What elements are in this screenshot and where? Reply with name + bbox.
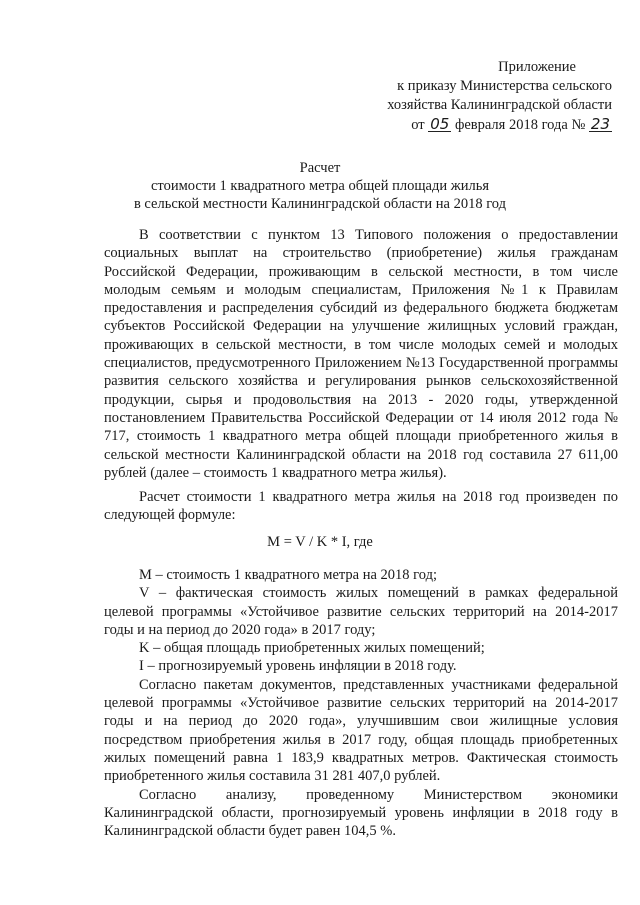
- appendix-date-line: [360, 115, 612, 135]
- title-line-3: в сельской местности Калининградской области на 2018 год: [133, 196, 507, 212]
- body-block-1: [104, 226, 618, 525]
- date-prefix: от: [411, 117, 425, 133]
- handwritten-order-number: 23: [590, 115, 610, 133]
- body-block-2: [104, 566, 618, 840]
- paragraph-2: Расчет стоимости 1 квадратного метра жилья на 2018 год произведен по следующей формуле:: [104, 489, 618, 524]
- definition-v: V – фактическая стоимость жилых помещений в рамках федеральной целевой программы «Устойчивое развитие сельских территорий на 2014-2017 годы и на период до 2020 года» в 2017 году;: [104, 585, 618, 638]
- date-rest: февраля 2018 года №: [454, 117, 586, 133]
- paragraph-3: Согласно пакетам документов, представленных участниками федеральной целевой программы «Устойчивое развитие сельских территорий на 2014-2017 годы и на период до 2020 года», улучшившим свои жилищные условия посредством приобретения жилья в 2017 году, общая площадь приобретенных жилых помещений равна 1 183,9 квадратных метров. Фактическая стоимость приобретенного жилья составила 31 281 407,0 рублей.: [104, 676, 618, 785]
- appendix-ministry-line: хозяйства Калининградской области: [387, 97, 612, 113]
- paragraph-4: Согласно анализу, проведенному Министерством экономики Калининградской области, прогнозируемый уровень инфляции в 2018 году в Калининградской области будет равен 104,5 %.: [104, 786, 618, 840]
- paragraph-1: В соответствии с пунктом 13 Типового положения о предоставлении социальных выплат на строительство (приобретение) жилья гражданам Российской Федерации, проживающим в сельской местности, в том числе молодым семьям и молодым специалистам, Приложения №1 к Правилам предоставления и распределения субсидий из федерального бюджета бюджетам субъектов Российской Федерации на улучшение жилищных условий граждан, проживающих в сельской местности, в том числе молодых семей и молодых специалистов, предусмотренного Приложением №13 Государственной программы развития сельского хозяйства и регулирования рынков сельскохозяйственной продукции, сырья и продовольствия на 2013 - 2020 годы, утвержденной постановлением Правительства Российской Федерации от 14 июля 2012 года № 717, стоимость 1 квадратного метра общей площади приобретенного жилья в сельской местности Калининградской области на 2018 год составила 27 611,00 рублей (далее – стоимость 1 квадратного метра жилья).: [104, 227, 618, 481]
- definition-k: K – общая площадь приобретенных жилых помещений;: [139, 640, 485, 657]
- formula: M = V / K * I, где: [267, 534, 373, 550]
- appendix-header: [360, 58, 612, 135]
- handwritten-day: 05: [430, 115, 450, 133]
- appendix-order-line: к приказу Министерства сельского: [397, 78, 612, 94]
- definition-m: M – стоимость 1 квадратного метра на 2018 год;: [139, 567, 437, 583]
- title-line-2: стоимости 1 квадратного метра общей площади жилья: [151, 178, 489, 194]
- document-title: [0, 159, 640, 213]
- title-line-1: Расчет: [299, 160, 341, 176]
- definition-i: I – прогнозируемый уровень инфляции в 2018 году.: [139, 658, 457, 675]
- appendix-title: Приложение: [498, 59, 576, 75]
